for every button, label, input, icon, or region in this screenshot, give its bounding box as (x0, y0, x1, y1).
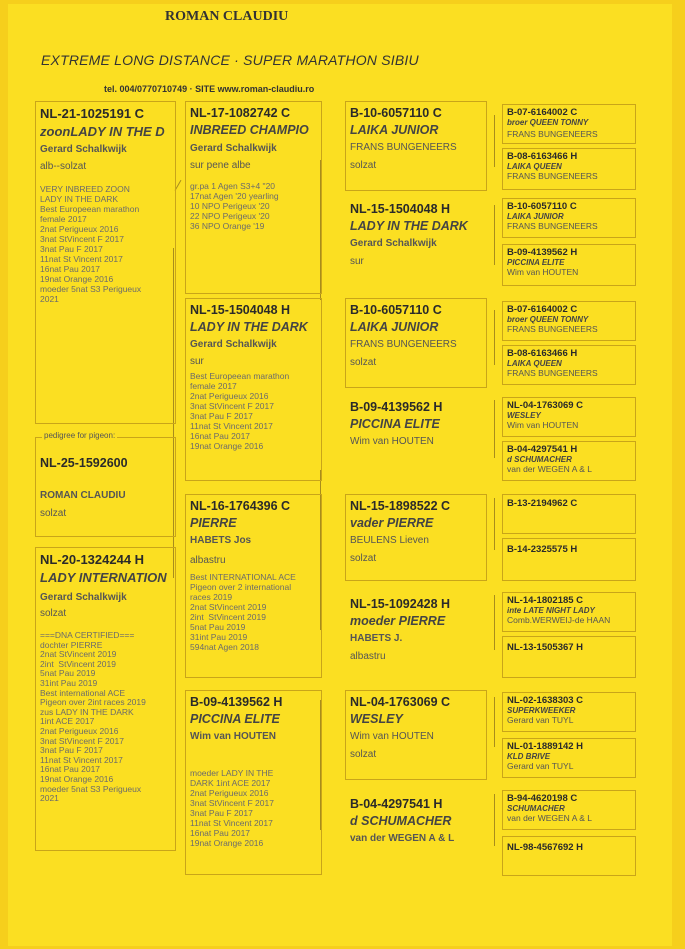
breeder-name: van der WEGEN A & L (350, 833, 455, 844)
pigeon-color: albastru (190, 555, 226, 566)
pigeon-name: PIERRE (190, 516, 237, 530)
race-notes: Best Europeean marathon female 2017 2nat Perigueux 2016 3nat StVincent F 2017 3nat Pau F 2017 11nat St Vincent 2017 16nat Pau 2017 19nat Orange 2016 (190, 371, 290, 452)
breeder-name: Comb.WERWEIJ-de HAAN (507, 615, 611, 625)
connector-line (494, 205, 495, 265)
gen3-card[interactable] (345, 792, 487, 878)
gen4-card[interactable] (502, 148, 636, 190)
ring-number: B-08-6163466 H (507, 151, 578, 162)
pigeon-name: PICCINA ELITE (190, 712, 280, 726)
gen4-card[interactable] (502, 494, 636, 534)
header-subtitle: EXTREME LONG DISTANCE · SUPER MARATHON SIBIU (41, 52, 419, 68)
breeder-title: ROMAN CLAUDIU (165, 9, 289, 24)
breeder-name: FRANS BUNGENEERS (507, 129, 598, 139)
ring-number: NL-14-1802185 C (507, 595, 584, 606)
ring-number: B-10-6057110 C (350, 303, 442, 317)
ring-number: NL-02-1638303 C (507, 695, 584, 706)
ring-number: NL-15-1092428 H (350, 597, 451, 611)
pigeon-color: albastru (350, 651, 386, 662)
breeder-name: FRANS BUNGENEERS (507, 368, 598, 378)
pigeon-color: solzat (350, 553, 377, 564)
pigeon-name: PICCINA ELITE (507, 258, 565, 267)
pigeon-name: LAIKA QUEEN (507, 359, 562, 368)
breeder-name: Wim van HOUTEN (350, 731, 434, 742)
ring-number: B-14-2325575 H (507, 544, 578, 555)
dam-notes: ===DNA CERTIFIED=== dochter PIERRE 2nat StVincent 2019 2int StVincent 2019 5nat Pau 2019 31int Pau 2019 Best international ACE Pigeon over 2int races 2019 zus LADY IN THE DARK 1int ACE 2017 2nat Perigueux 2016 3nat StVincent F 2017 3nat Pau F 2017 11nat St Vincent 2017 16nat Pau 2017 19nat Orange 2016 moeder 5nat S3 Perigueux 2021 (40, 631, 146, 804)
gen4-card[interactable] (502, 836, 636, 876)
gen4-card[interactable] (502, 538, 636, 581)
pigeon-name: SCHUMACHER (507, 804, 565, 813)
pigeon-name: LADY IN THE DARK (350, 219, 468, 233)
ring-number: B-94-4620198 C (507, 793, 578, 804)
pigeon-name: d SCHUMACHER (507, 455, 572, 464)
breeder-name: Wim van HOUTEN (190, 731, 277, 742)
gen3-card[interactable] (345, 395, 487, 483)
ring-number: B-13-2194962 C (507, 498, 578, 509)
pigeon-name: SUPERKWEEKER (507, 706, 576, 715)
pigeon-name: INBREED CHAMPIO (190, 123, 309, 137)
pigeon-name: LAIKA JUNIOR (350, 123, 439, 137)
gen4-card[interactable] (502, 790, 636, 830)
breeder-name: HABETS Jos (190, 535, 252, 546)
pigeon-name: LAIKA JUNIOR (350, 320, 439, 334)
dam-name: LADY INTERNATION (40, 570, 167, 585)
header-contact: tel. 004/0770710749 · SITE www.roman-claudiu.ro (104, 84, 315, 94)
breeder-name: Gerard van TUYL (507, 761, 574, 771)
breeder-name: Gerard Schalkwijk (350, 238, 437, 249)
ring-number: B-07-6164002 C (507, 304, 578, 315)
race-notes: Best INTERNATIONAL ACE Pigeon over 2 international races 2019 2nat StVincent 2019 2int StVincent 2019 5nat Pau 2019 31int Pau 2019 594nat Agen 2018 (190, 572, 296, 653)
connector-line (494, 115, 495, 167)
pigeon-name: WESLEY (350, 712, 403, 726)
pigeon-color: solzat (350, 749, 377, 760)
ring-number: NL-13-1505367 H (507, 642, 584, 653)
sire-ring: NL-21-1025191 C (40, 106, 145, 121)
pigeon-name: WESLEY (507, 411, 541, 420)
gen4-card[interactable] (502, 198, 636, 238)
subject-label: pedigree for pigeon: (44, 431, 116, 440)
breeder-name: BEULENS Lieven (350, 535, 429, 546)
ring-number: B-07-6164002 C (507, 107, 578, 118)
gen4-card[interactable] (502, 636, 636, 678)
pigeon-name: moeder PIERRE (350, 614, 446, 628)
pigeon-color: sur (350, 256, 364, 267)
ring-number: NL-04-1763069 C (350, 695, 451, 709)
gen3-card[interactable] (345, 494, 487, 581)
gen4-card[interactable] (502, 345, 636, 385)
gen4-card[interactable] (502, 301, 636, 341)
ring-number: NL-98-4567692 H (507, 842, 584, 853)
gen3-card[interactable] (345, 101, 487, 191)
pigeon-name: LADY IN THE DARK (190, 320, 308, 334)
breeder-name: FRANS BUNGENEERS (507, 221, 598, 231)
connector-line (494, 310, 495, 365)
gen2-card[interactable] (185, 690, 322, 875)
pigeon-color: solzat (350, 357, 377, 368)
race-notes: gr.pa 1 Agen S3+4 "20 17nat Agen '20 yearling 10 NPO Perigeux '20 22 NPO Perigeux '20 36 NPO Orange '19 (190, 181, 279, 232)
pigeon-color: sur (190, 356, 204, 367)
ring-number: NL-01-1889142 H (507, 741, 584, 752)
sire-notes: VERY INBREED ZOON LADY IN THE DARK Best Europeean marathon female 2017 2nat Perigueux 2016 3nat StVincent F 2017 3nat Pau F 2017 11nat St Vincent 2017 16nat Pau 2017 19nat Orange 2016 moeder 5nat S3 Perigueux 2021 (40, 184, 142, 305)
pigeon-color: solzat (350, 160, 377, 171)
gen4-card[interactable] (502, 441, 636, 481)
ring-number: B-09-4139562 H (507, 247, 578, 258)
connector-line (494, 697, 495, 747)
gen3-card[interactable] (345, 298, 487, 388)
sire-breeder: Gerard Schalkwijk (40, 144, 127, 155)
subject-owner: ROMAN CLAUDIU (40, 490, 126, 501)
pigeon-name: KLD BRIVE (507, 752, 551, 761)
ring-number: B-09-4139562 H (350, 400, 443, 414)
connector-line (494, 794, 495, 846)
breeder-name: FRANS BUNGENEERS (350, 142, 457, 153)
gen3-card[interactable] (345, 592, 487, 680)
breeder-name: van der WEGEN A & L (507, 464, 593, 474)
ring-number: NL-04-1763069 C (507, 400, 584, 411)
gen2-card[interactable] (185, 101, 322, 294)
breeder-name: Wim van HOUTEN (350, 436, 434, 447)
gen2-card[interactable] (185, 298, 322, 481)
ring-number: B-04-4297541 H (350, 797, 443, 811)
dam-card[interactable] (35, 547, 176, 851)
gen2-card[interactable] (185, 494, 322, 678)
pigeon-name: broer QUEEN TONNY (507, 315, 589, 324)
dam-ring: NL-20-1324244 H (40, 552, 145, 567)
pigeon-name: vader PIERRE (350, 516, 434, 530)
breeder-name: Wim van HOUTEN (507, 267, 579, 277)
pigeon-name: PICCINA ELITE (350, 417, 440, 431)
race-notes: moeder LADY IN THE DARK 1int ACE 2017 2nat Perigueux 2016 3nat StVincent F 2017 3nat Pau F 2017 11nat St Vincent 2017 16nat Pau 2017 19nat Orange 2016 (190, 768, 274, 849)
subject-card[interactable] (35, 431, 176, 537)
breeder-name: van der WEGEN A & L (507, 813, 593, 823)
dam-color: solzat (40, 608, 67, 619)
sire-color: alb--solzat (40, 161, 87, 172)
sire-card[interactable] (35, 101, 176, 424)
pigeon-name: LAIKA JUNIOR (507, 212, 564, 221)
gen4-card[interactable] (502, 692, 636, 732)
gen3-card[interactable] (345, 197, 487, 289)
gen4-card[interactable] (502, 244, 636, 286)
breeder-name: FRANS BUNGENEERS (507, 324, 598, 334)
gen4-card[interactable] (502, 592, 636, 632)
ring-number: B-10-6057110 C (507, 201, 577, 212)
ring-number: B-09-4139562 H (190, 695, 283, 709)
breeder-name: Gerard Schalkwijk (190, 339, 277, 350)
gen4-card[interactable] (502, 104, 636, 144)
gen3-card[interactable] (345, 690, 487, 780)
ring-number: NL-15-1504048 H (190, 303, 291, 317)
pigeon-color: sur pene albe (190, 160, 251, 171)
gen4-card[interactable] (502, 738, 636, 778)
subject-color: solzat (40, 508, 67, 519)
ring-number: NL-16-1764396 C (190, 499, 291, 513)
breeder-name: FRANS BUNGENEERS (350, 339, 457, 350)
ring-number: NL-15-1898522 C (350, 499, 451, 513)
ring-number: B-10-6057110 C (350, 106, 442, 120)
pigeon-name: broer QUEEN TONNY (507, 118, 589, 127)
subject-ring: NL-25-1592600 (40, 456, 128, 470)
ring-number: NL-15-1504048 H (350, 202, 451, 216)
breeder-name: Gerard van TUYL (507, 715, 574, 725)
breeder-name: HABETS J. (350, 633, 403, 644)
breeder-name: Wim van HOUTEN (507, 420, 579, 430)
pigeon-name: d SCHUMACHER (350, 814, 452, 828)
ring-number: B-08-6163466 H (507, 348, 578, 359)
connector-line (494, 498, 495, 550)
ring-number: B-04-4297541 H (507, 444, 578, 455)
gen4-card[interactable] (502, 397, 636, 437)
sire-name: zoonLADY IN THE D (40, 124, 165, 139)
pigeon-color (190, 744, 317, 756)
dam-breeder: Gerard Schalkwijk (40, 592, 127, 603)
pigeon-name: inte LATE NIGHT LADY (507, 606, 595, 615)
connector-line (494, 595, 495, 650)
breeder-name: Gerard Schalkwijk (190, 143, 277, 154)
connector-line (494, 400, 495, 458)
ring-number: NL-17-1082742 C (190, 106, 291, 120)
pigeon-name: LAIKA QUEEN (507, 162, 562, 171)
breeder-name: FRANS BUNGENEERS (507, 171, 598, 181)
